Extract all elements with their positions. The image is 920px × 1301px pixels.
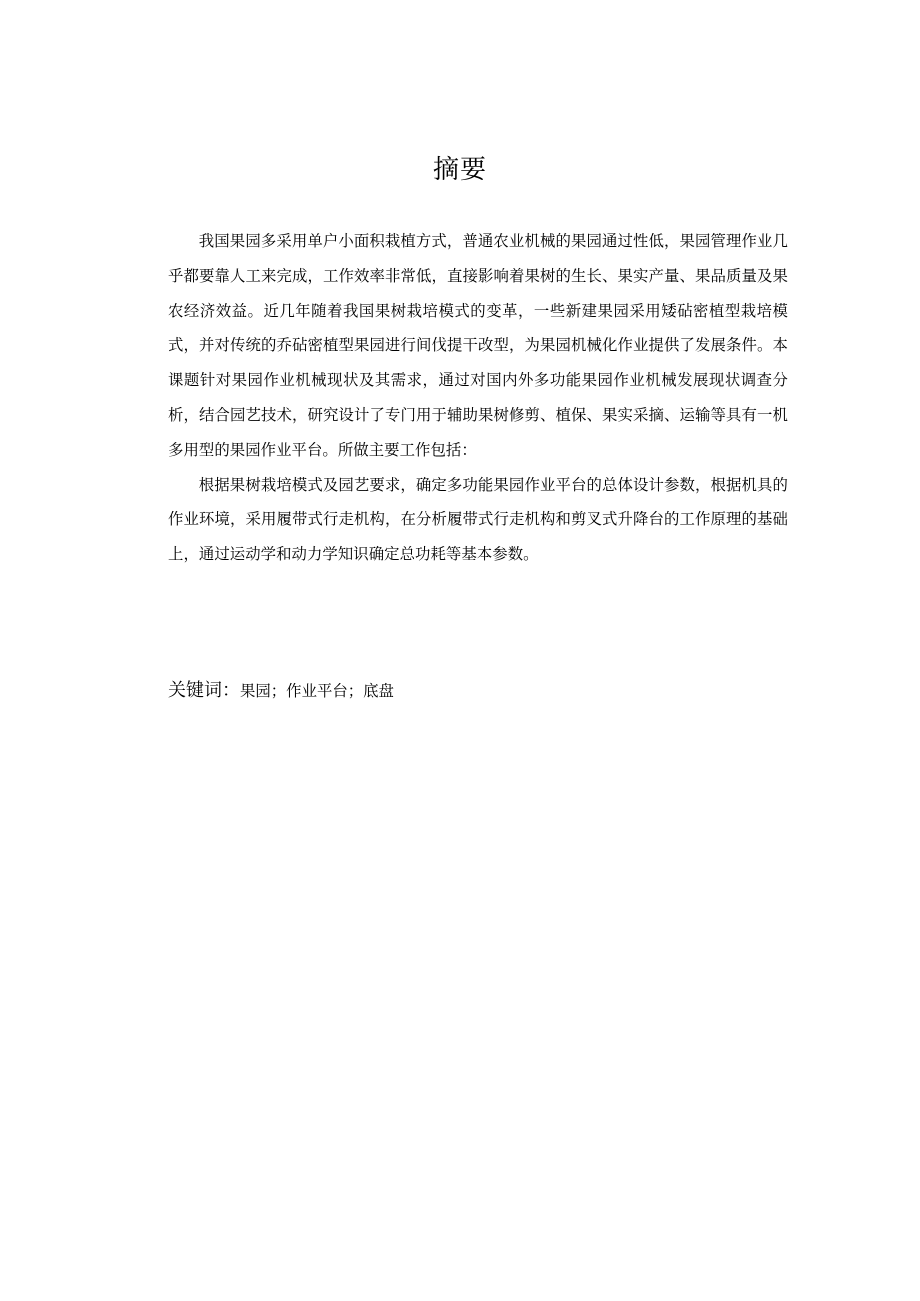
keywords-value: 果园；作业平台；底盘 <box>240 682 394 700</box>
abstract-paragraph-2: 根据果树栽培模式及园艺要求，确定多功能果园作业平台的总体设计参数，根据机具的作业环境，采用履带式行走机构，在分析履带式行走机构和剪叉式升降台的工作原理的基础上，通过运动学和动力学知识确定总功耗等基本参数。 <box>168 475 788 564</box>
keywords-line <box>168 676 788 706</box>
keywords-label: 关键词： <box>168 680 240 701</box>
page-title: 摘要 <box>432 155 487 185</box>
abstract-paragraph-1: 我国果园多采用单户小面积栽植方式，普通农业机械的果园通过性低，果园管理作业几乎都要靠人工来完成，工作效率非常低，直接影响着果树的生长、果实产量、果品质量及果农经济效益。近几年随着我国果树栽培模式的变革，一些新建果园采用矮砧密植型栽培模式，并对传统的乔砧密植型果园进行间伐提干改型，为果园机械化作业提供了发展条件。本课题针对果园作业机械现状及其需求，通过对国内外多功能果园作业机械发展现状调查分析，结合园艺技术，研究设计了专门用于辅助果树修剪、植保、果实采摘、运输等具有一机多用型的果园作业平台。所做主要工作包括： <box>168 232 788 459</box>
abstract-body <box>168 224 788 572</box>
